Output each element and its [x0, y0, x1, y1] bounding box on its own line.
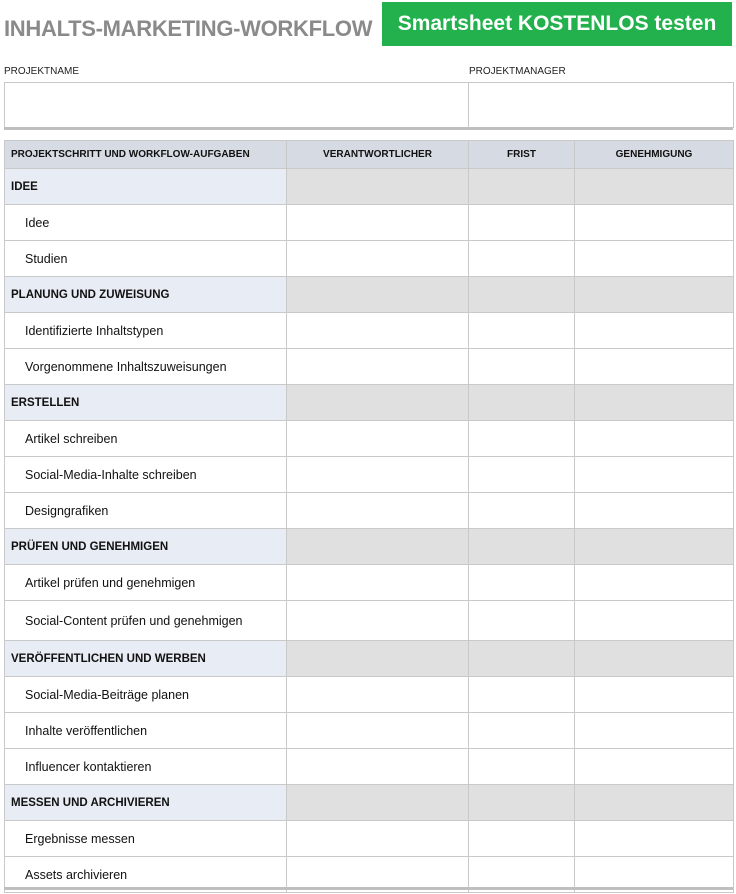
approval-cell[interactable]: [575, 313, 734, 349]
responsible-cell[interactable]: [287, 493, 469, 529]
approval-cell[interactable]: [575, 713, 734, 749]
column-header-step: PROJEKTSCHRITT UND WORKFLOW-AUFGABEN: [5, 141, 287, 169]
responsible-cell[interactable]: [287, 421, 469, 457]
deadline-cell[interactable]: [469, 205, 575, 241]
approval-cell[interactable]: [575, 821, 734, 857]
responsible-cell[interactable]: [287, 313, 469, 349]
task-row: [5, 313, 734, 349]
deadline-cell[interactable]: [469, 493, 575, 529]
deadline-cell[interactable]: [469, 169, 575, 205]
column-header-responsible: VERANTWORTLICHER: [287, 141, 469, 169]
task-label: Vorgenommene Inhaltszuweisungen: [5, 349, 287, 385]
task-row: [5, 821, 734, 857]
section-row: [5, 641, 734, 677]
approval-cell[interactable]: [575, 529, 734, 565]
table-header-row: [5, 141, 734, 169]
responsible-cell[interactable]: [287, 565, 469, 601]
task-label: Idee: [5, 205, 287, 241]
section-row: [5, 169, 734, 205]
section-row: [5, 277, 734, 313]
task-label: Assets archivieren: [5, 857, 287, 893]
project-name-label: PROJEKTNAME: [4, 66, 80, 77]
task-label: Ergebnisse messen: [5, 821, 287, 857]
deadline-cell[interactable]: [469, 241, 575, 277]
responsible-cell[interactable]: [287, 349, 469, 385]
responsible-cell[interactable]: [287, 241, 469, 277]
task-row: [5, 677, 734, 713]
task-label: Studien: [5, 241, 287, 277]
responsible-cell[interactable]: [287, 529, 469, 565]
section-label: PLANUNG UND ZUWEISUNG: [5, 277, 287, 313]
approval-cell[interactable]: [575, 749, 734, 785]
approval-cell[interactable]: [575, 677, 734, 713]
section-row: [5, 385, 734, 421]
section-row: [5, 785, 734, 821]
deadline-cell[interactable]: [469, 277, 575, 313]
section-label: PRÜFEN UND GENEHMIGEN: [5, 529, 287, 565]
approval-cell[interactable]: [575, 457, 734, 493]
approval-cell[interactable]: [575, 785, 734, 821]
deadline-cell[interactable]: [469, 529, 575, 565]
task-row: [5, 421, 734, 457]
task-row: [5, 457, 734, 493]
task-label: Social-Media-Beiträge planen: [5, 677, 287, 713]
try-smartsheet-button[interactable]: Smartsheet KOSTENLOS testen: [382, 2, 732, 46]
responsible-cell[interactable]: [287, 713, 469, 749]
task-row: [5, 749, 734, 785]
task-row: [5, 713, 734, 749]
approval-cell[interactable]: [575, 493, 734, 529]
task-label: Social-Media-Inhalte schreiben: [5, 457, 287, 493]
deadline-cell[interactable]: [469, 601, 575, 641]
responsible-cell[interactable]: [287, 677, 469, 713]
approval-cell[interactable]: [575, 601, 734, 641]
deadline-cell[interactable]: [469, 713, 575, 749]
responsible-cell[interactable]: [287, 385, 469, 421]
task-row: [5, 565, 734, 601]
section-label: ERSTELLEN: [5, 385, 287, 421]
deadline-cell[interactable]: [469, 313, 575, 349]
task-label: Artikel schreiben: [5, 421, 287, 457]
deadline-cell[interactable]: [469, 349, 575, 385]
task-row: [5, 241, 734, 277]
project-name-field[interactable]: [4, 82, 469, 128]
section-row: [5, 529, 734, 565]
workflow-table: [4, 140, 734, 893]
deadline-cell[interactable]: [469, 641, 575, 677]
task-label: Influencer kontaktieren: [5, 749, 287, 785]
deadline-cell[interactable]: [469, 421, 575, 457]
approval-cell[interactable]: [575, 385, 734, 421]
approval-cell[interactable]: [575, 349, 734, 385]
project-manager-label: PROJEKTMANAGER: [469, 66, 566, 77]
deadline-cell[interactable]: [469, 565, 575, 601]
column-header-approval: GENEHMIGUNG: [575, 141, 734, 169]
deadline-cell[interactable]: [469, 821, 575, 857]
responsible-cell[interactable]: [287, 169, 469, 205]
approval-cell[interactable]: [575, 205, 734, 241]
field-divider: [4, 127, 733, 130]
approval-cell[interactable]: [575, 421, 734, 457]
approval-cell[interactable]: [575, 169, 734, 205]
task-label: Inhalte veröffentlichen: [5, 713, 287, 749]
deadline-cell[interactable]: [469, 457, 575, 493]
task-row: [5, 205, 734, 241]
responsible-cell[interactable]: [287, 785, 469, 821]
column-header-deadline: FRIST: [469, 141, 575, 169]
responsible-cell[interactable]: [287, 749, 469, 785]
project-manager-field[interactable]: [468, 82, 734, 128]
responsible-cell[interactable]: [287, 821, 469, 857]
deadline-cell[interactable]: [469, 749, 575, 785]
task-row: [5, 349, 734, 385]
responsible-cell[interactable]: [287, 457, 469, 493]
task-row: [5, 493, 734, 529]
page-title: INHALTS-MARKETING-WORKFLOW: [4, 16, 373, 41]
approval-cell[interactable]: [575, 241, 734, 277]
task-label: Identifizierte Inhaltstypen: [5, 313, 287, 349]
approval-cell[interactable]: [575, 565, 734, 601]
responsible-cell[interactable]: [287, 205, 469, 241]
deadline-cell[interactable]: [469, 785, 575, 821]
approval-cell[interactable]: [575, 641, 734, 677]
deadline-cell[interactable]: [469, 677, 575, 713]
responsible-cell[interactable]: [287, 277, 469, 313]
task-label: Designgrafiken: [5, 493, 287, 529]
approval-cell[interactable]: [575, 277, 734, 313]
section-label: IDEE: [5, 169, 287, 205]
deadline-cell[interactable]: [469, 385, 575, 421]
section-label: MESSEN UND ARCHIVIEREN: [5, 785, 287, 821]
section-label: VERÖFFENTLICHEN UND WERBEN: [5, 641, 287, 677]
table-bottom-border: [4, 887, 733, 890]
task-label: Artikel prüfen und genehmigen: [5, 565, 287, 601]
task-label: Social-Content prüfen und genehmigen: [5, 601, 287, 641]
responsible-cell[interactable]: [287, 641, 469, 677]
task-row: [5, 601, 734, 641]
responsible-cell[interactable]: [287, 601, 469, 641]
